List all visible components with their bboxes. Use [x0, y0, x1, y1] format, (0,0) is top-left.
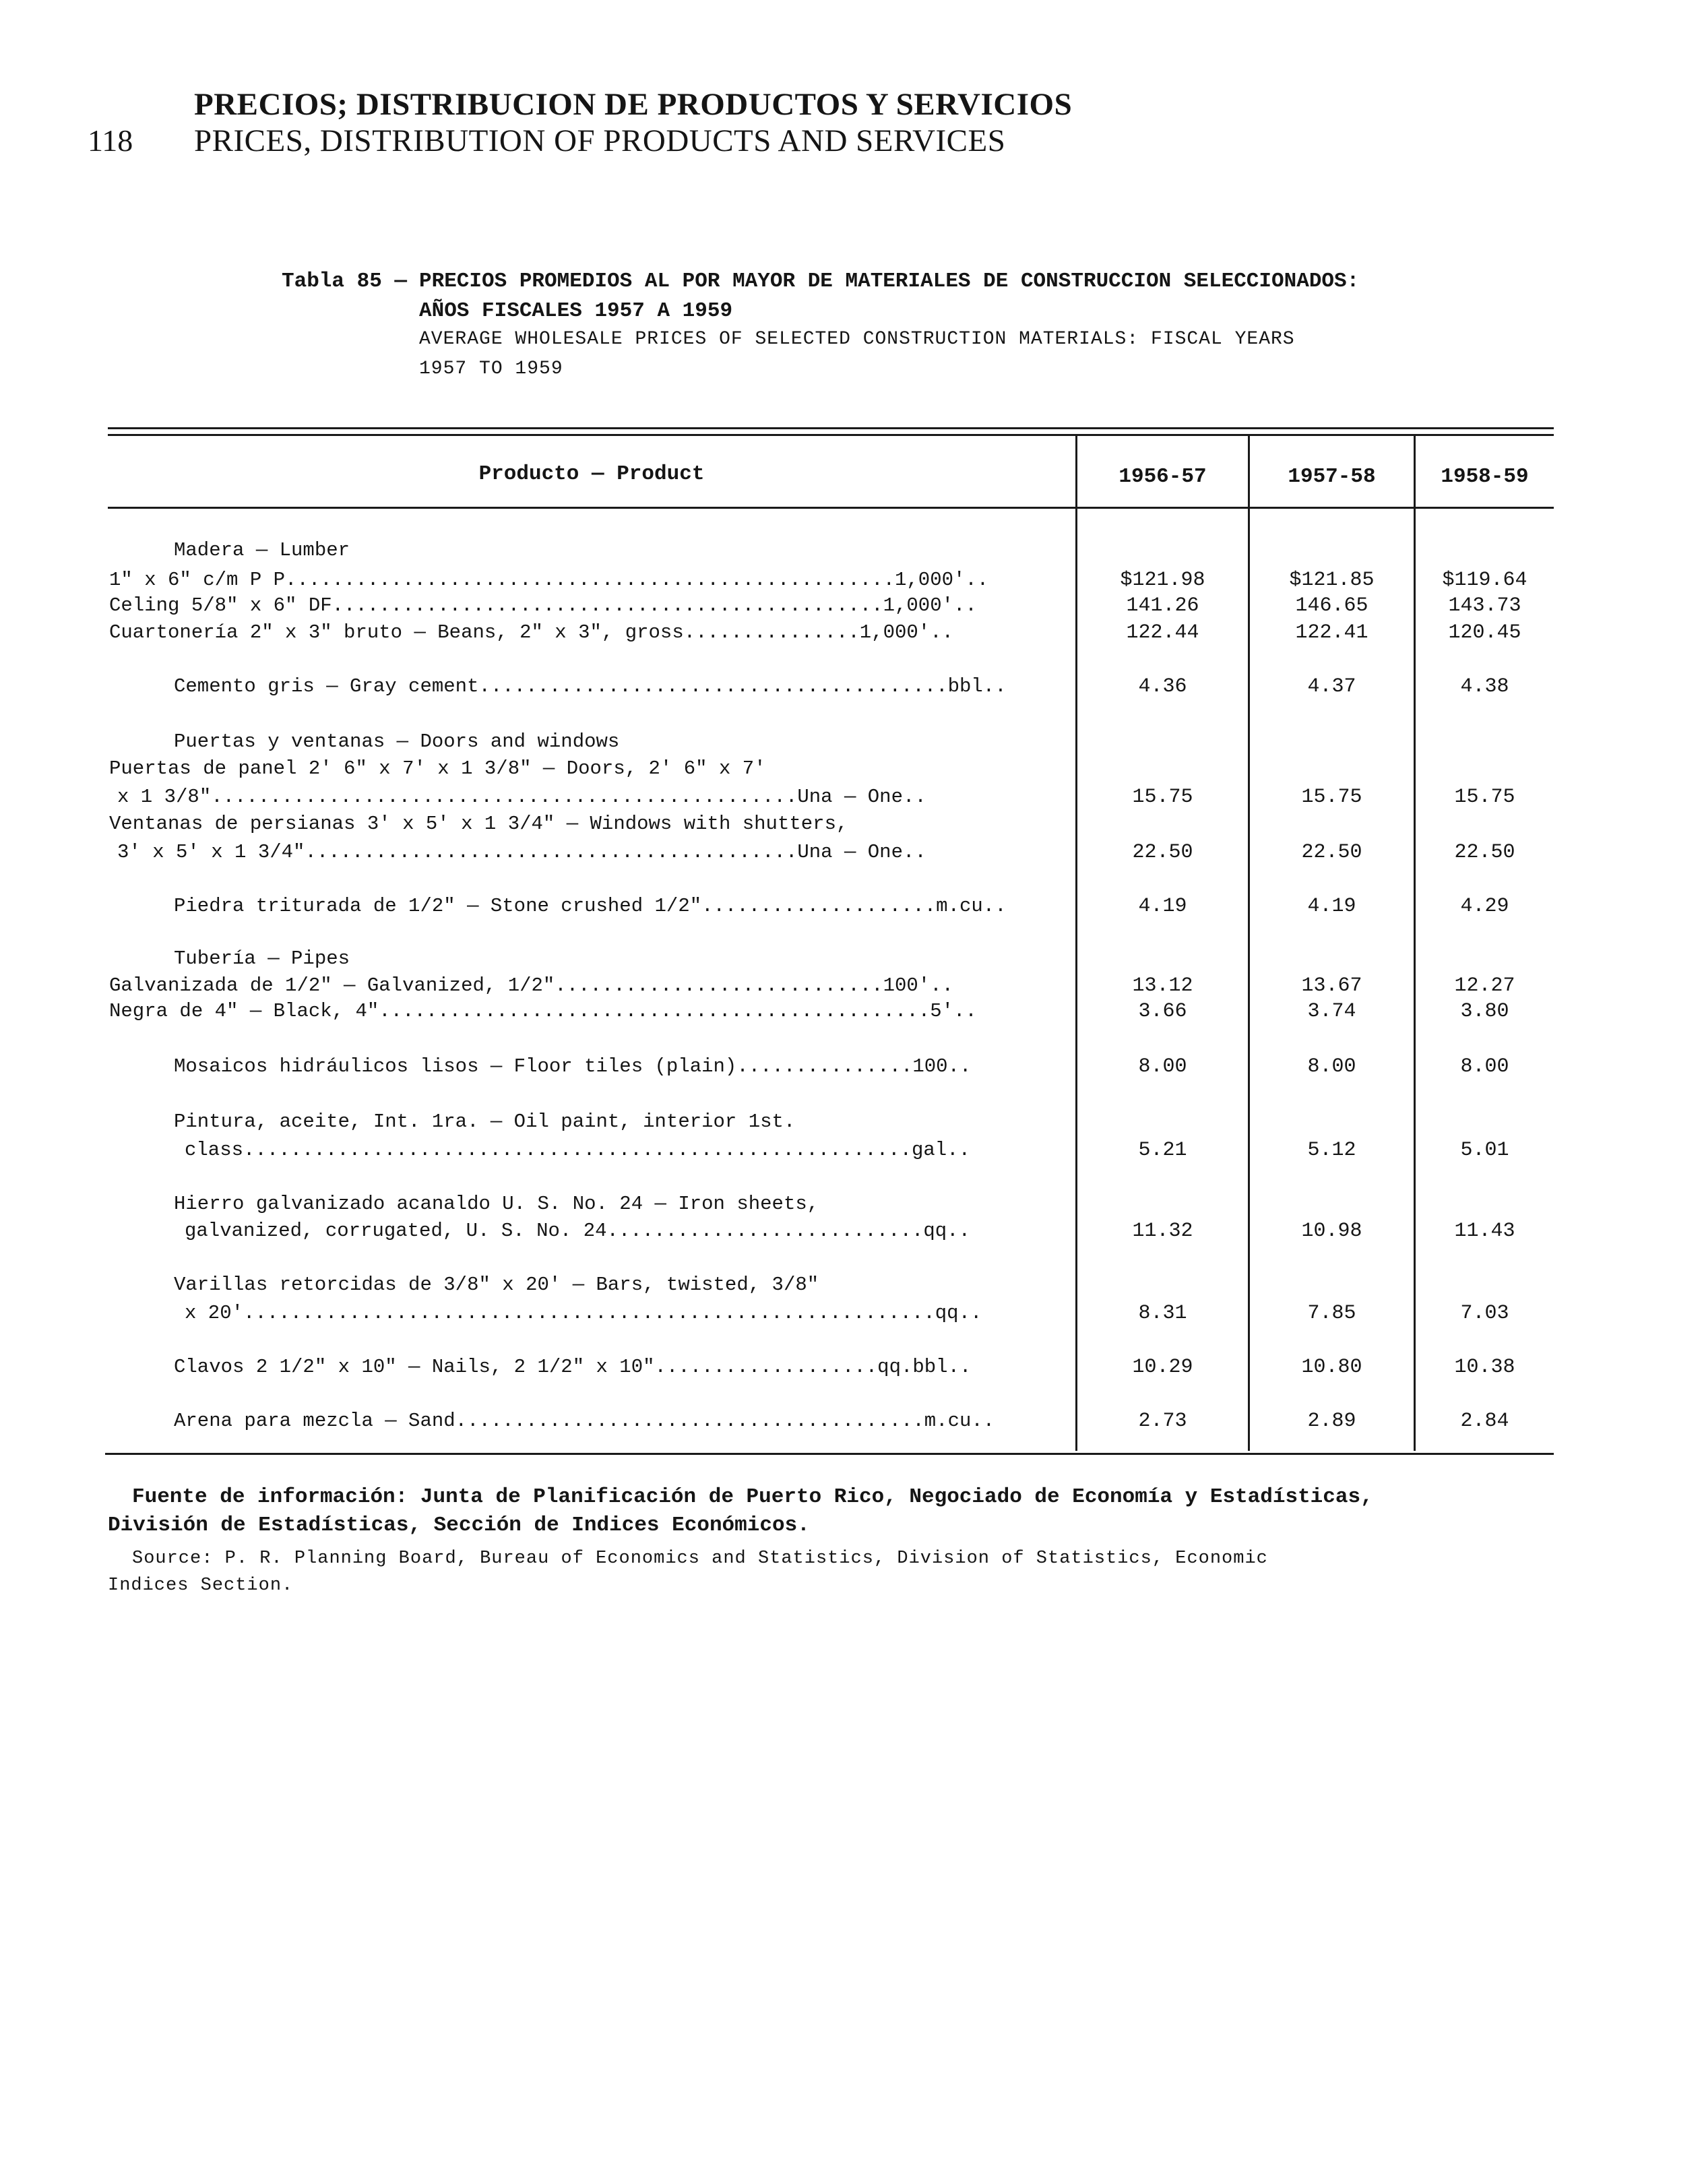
- table-row-label: Pintura, aceite, Int. 1ra. — Oil paint, interior 1st.: [174, 1111, 796, 1133]
- table-cell-value: 122.44: [1126, 621, 1199, 644]
- table-cell-value: 15.75: [1132, 786, 1193, 809]
- table-cell-value: 2.89: [1307, 1410, 1356, 1433]
- table-cell-value: 13.12: [1132, 974, 1193, 997]
- table-row-label: Galvanizada de 1/2" — Galvanized, 1/2"............................100'..: [109, 974, 954, 997]
- table-row-label: class.........................................................gal..: [185, 1139, 970, 1161]
- source-note-spanish-line2: División de Estadísticas, Sección de Indices Económicos.: [108, 1514, 810, 1537]
- table-cell-value: 22.50: [1301, 841, 1362, 864]
- table-cell-value: 3.66: [1138, 1000, 1187, 1023]
- table-row-label: x 20'...........................................................qq..: [185, 1302, 982, 1324]
- table-cell-value: 4.19: [1138, 895, 1187, 918]
- table-top-rule-1: [108, 427, 1554, 429]
- table-cell-value: 5.21: [1138, 1139, 1187, 1162]
- table-cell-value: 2.84: [1460, 1410, 1509, 1433]
- table-cell-value: 11.43: [1454, 1220, 1515, 1243]
- table-cell-value: 4.38: [1460, 675, 1509, 698]
- table-cell-value: 12.27: [1454, 974, 1515, 997]
- table-cell-value: 15.75: [1454, 786, 1515, 809]
- table-cell-value: 3.80: [1460, 1000, 1509, 1023]
- table-row-label: galvanized, corrugated, U. S. No. 24...........................qq..: [185, 1220, 970, 1242]
- table-cell-value: 141.26: [1126, 594, 1199, 617]
- column-header-1956-57: 1956-57: [1118, 465, 1207, 489]
- table-row-label: x 1 3/8"..................................................Una — One..: [117, 786, 926, 808]
- table-cell-value: 22.50: [1454, 841, 1515, 864]
- table-cell-value: 122.41: [1295, 621, 1368, 644]
- table-cell-value: $121.85: [1289, 569, 1375, 592]
- table-cell-value: $121.98: [1120, 569, 1205, 592]
- page-heading-spanish: PRECIOS; DISTRIBUCION DE PRODUCTOS Y SERVICIOS: [194, 87, 1073, 122]
- table-cell-value: 4.37: [1307, 675, 1356, 698]
- table-cell-value: 143.73: [1448, 594, 1521, 617]
- table-cell-value: 8.00: [1460, 1055, 1509, 1078]
- table-row-label: Madera — Lumber: [174, 539, 350, 561]
- table-cell-value: 146.65: [1295, 594, 1368, 617]
- table-cell-value: 10.80: [1301, 1356, 1362, 1379]
- table-title-spanish-line2: AÑOS FISCALES 1957 A 1959: [419, 299, 733, 323]
- table-row-label: Mosaicos hidráulicos lisos — Floor tiles (plain)...............100..: [174, 1055, 972, 1078]
- table-cell-value: 7.85: [1307, 1302, 1356, 1325]
- table-cell-value: 10.98: [1301, 1220, 1362, 1243]
- table-cell-value: 4.36: [1138, 675, 1187, 698]
- table-bottom-rule: [105, 1453, 1554, 1455]
- column-header-1958-59: 1958-59: [1441, 465, 1529, 489]
- table-cell-value: 4.29: [1460, 895, 1509, 918]
- table-title-english-line2: 1957 TO 1959: [419, 358, 563, 379]
- table-cell-value: 15.75: [1301, 786, 1362, 809]
- table-row-label: Negra de 4" — Black, 4"...............................................5'..: [109, 1000, 977, 1022]
- table-number: Tabla 85 —: [282, 270, 408, 293]
- table-row-label: Arena para mezcla — Sand........................................m.cu..: [174, 1410, 995, 1432]
- table-cell-value: 5.12: [1307, 1139, 1356, 1162]
- table-row-label: Celing 5/8" x 6" DF...............................................1,000'..: [109, 594, 977, 617]
- table-row-label: Cuartonería 2" x 3" bruto — Beans, 2" x 3", gross...............1,000'..: [109, 621, 954, 644]
- table-row-label: 1" x 6" c/m P P....................................................1,000'..: [109, 569, 989, 591]
- table-title-english-line1: AVERAGE WHOLESALE PRICES OF SELECTED CONSTRUCTION MATERIALS: FISCAL YEARS: [419, 329, 1295, 350]
- table-row-label: Hierro galvanizado acanaldo U. S. No. 24 — Iron sheets,: [174, 1193, 819, 1215]
- table-top-rule-2: [108, 434, 1554, 436]
- source-note-english-line2: Indices Section.: [108, 1575, 294, 1596]
- column-header-1957-58: 1957-58: [1288, 465, 1376, 489]
- table-cell-value: 10.29: [1132, 1356, 1193, 1379]
- table-row-label: Tubería — Pipes: [174, 947, 350, 970]
- table-title-spanish-line1: PRECIOS PROMEDIOS AL POR MAYOR DE MATERIALES DE CONSTRUCCION SELECCIONADOS:: [419, 270, 1360, 293]
- table-cell-value: 120.45: [1448, 621, 1521, 644]
- page-number: 118: [88, 123, 133, 158]
- table-row-label: Clavos 2 1/2" x 10" — Nails, 2 1/2" x 10"...................qq.bbl..: [174, 1356, 972, 1378]
- table-cell-value: 22.50: [1132, 841, 1193, 864]
- table-row-label: Piedra triturada de 1/2" — Stone crushed 1/2"....................m.cu..: [174, 895, 1007, 917]
- table-row-label: Puertas y ventanas — Doors and windows: [174, 730, 620, 753]
- table-cell-value: 8.31: [1138, 1302, 1187, 1325]
- table-row-label: Varillas retorcidas de 3/8" x 20' — Bars, twisted, 3/8": [174, 1274, 819, 1296]
- table-cell-value: 4.19: [1307, 895, 1356, 918]
- table-cell-value: 7.03: [1460, 1302, 1509, 1325]
- table-cell-value: 8.00: [1138, 1055, 1187, 1078]
- table-row-label: Ventanas de persianas 3' x 5' x 1 3/4" — Windows with shutters,: [109, 813, 848, 835]
- table-cell-value: 3.74: [1307, 1000, 1356, 1023]
- column-header-product: Producto — Product: [478, 462, 705, 486]
- table-row-label: Puertas de panel 2' 6" x 7' x 1 3/8" — Doors, 2' 6" x 7': [109, 757, 766, 780]
- table-row-label: 3' x 5' x 1 3/4"..........................................Una — One..: [117, 841, 926, 863]
- table-cell-value: 5.01: [1460, 1139, 1509, 1162]
- table-cell-value: 13.67: [1301, 974, 1362, 997]
- table-row-label: Cemento gris — Gray cement........................................bbl..: [174, 675, 1007, 697]
- page-heading-english: PRICES, DISTRIBUTION OF PRODUCTS AND SERVICES: [194, 123, 1006, 158]
- table-cell-value: 2.73: [1138, 1410, 1187, 1433]
- table-cell-value: 10.38: [1454, 1356, 1515, 1379]
- source-note-spanish-line1: Fuente de información: Junta de Planificación de Puerto Rico, Negociado de Economía y Estadísticas,: [132, 1485, 1373, 1509]
- table-cell-value: $119.64: [1442, 569, 1527, 592]
- table-header-rule: [108, 507, 1554, 509]
- source-note-english-line1: Source: P. R. Planning Board, Bureau of Economics and Statistics, Division of Statistics, Economic: [132, 1549, 1268, 1569]
- table-cell-value: 8.00: [1307, 1055, 1356, 1078]
- table-cell-value: 11.32: [1132, 1220, 1193, 1243]
